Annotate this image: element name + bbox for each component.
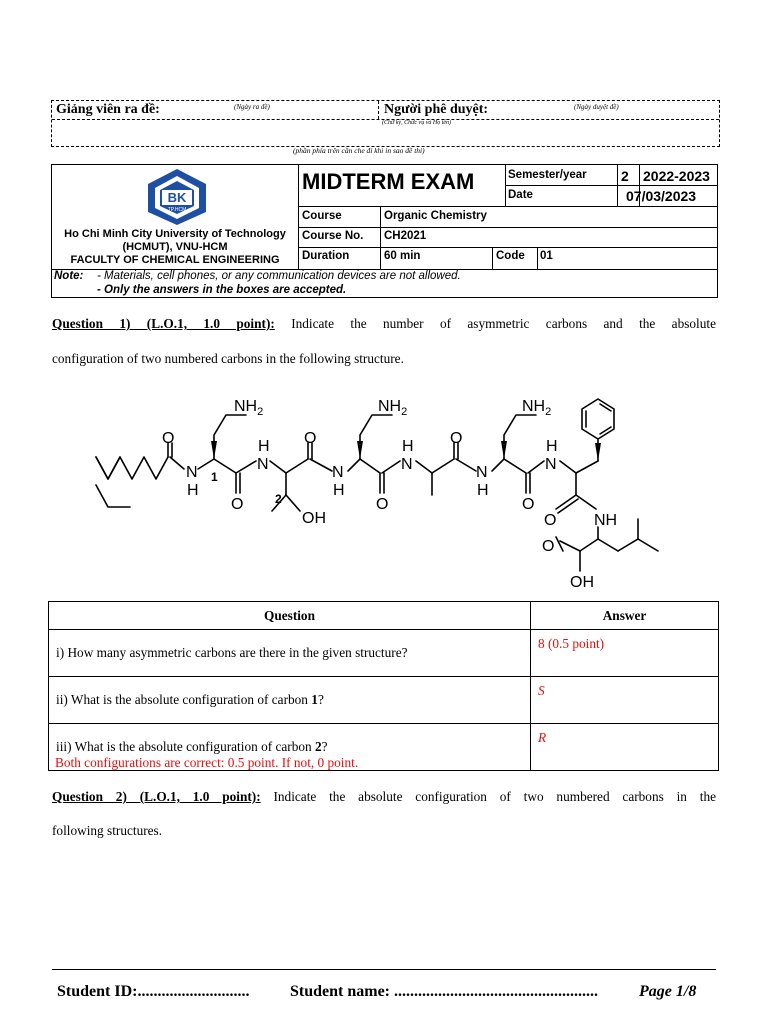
course-no-value: CH2021 bbox=[384, 230, 427, 242]
nitrogen-label: N bbox=[476, 464, 488, 481]
table-header-row bbox=[49, 602, 719, 630]
approver-signature-hint: (Chữ ký, Chức vụ và Họ tên) bbox=[382, 120, 452, 126]
question-cell: ii) What is the absolute configuration of carbon 1? bbox=[49, 677, 531, 724]
logo-subtext: TP.HCM bbox=[167, 207, 187, 213]
question-1-text-a: Indicate the number of asymmetric carbons and the absolute bbox=[291, 316, 716, 331]
date-label: Date bbox=[508, 189, 533, 201]
question-1-title: Question 1) (L.O.1, 1.0 point): bbox=[52, 316, 275, 331]
approver-date-hint: (Ngày duyệt đề) bbox=[574, 103, 619, 111]
nitrogen-label: N bbox=[257, 456, 269, 473]
semester-value: 2 bbox=[621, 168, 629, 184]
code-label: Code bbox=[496, 250, 525, 262]
answer-cell: R bbox=[531, 724, 719, 771]
university-logo bbox=[146, 168, 208, 226]
hydrogen-label: H bbox=[546, 438, 558, 455]
course-value: Organic Chemistry bbox=[384, 210, 487, 222]
question-2 bbox=[52, 787, 716, 841]
amine-nh-label: NH bbox=[594, 512, 618, 529]
hydrogen-label: H bbox=[477, 482, 489, 499]
hydroxyl-label: OH bbox=[570, 574, 594, 591]
semester-label: Semester/year bbox=[508, 169, 587, 181]
nitrogen-label: N bbox=[401, 456, 413, 473]
oxygen-label: O bbox=[522, 496, 535, 513]
university-block bbox=[52, 228, 298, 267]
hydrogen-label: H bbox=[258, 438, 270, 455]
date-value: 07/03/2023 bbox=[626, 188, 697, 204]
approval-box bbox=[51, 100, 720, 147]
question-1 bbox=[52, 314, 716, 369]
cut-note: (phần phía trên cần che đi khi in sao đề thi) bbox=[293, 146, 425, 155]
nitrogen-label: N bbox=[332, 464, 344, 481]
exam-header bbox=[51, 164, 718, 298]
nh2-label-1: $NH_2$ bbox=[234, 398, 264, 418]
approver-label: Người phê duyệt: bbox=[384, 102, 489, 117]
oxygen-label: O bbox=[304, 430, 317, 447]
oxygen-label: O bbox=[162, 430, 175, 447]
note-line-1: - Materials, cell phones, or any communication devices are not allowed. bbox=[97, 270, 461, 282]
footer-rule bbox=[52, 969, 716, 970]
question-column-header: Question bbox=[49, 602, 531, 630]
code-value: 01 bbox=[540, 250, 553, 262]
nitrogen-label: N bbox=[545, 456, 557, 473]
nitrogen-label: N bbox=[186, 464, 198, 481]
student-id-field: Student ID:............................ bbox=[57, 983, 250, 1000]
exam-title: MIDTERM EXAM bbox=[302, 169, 475, 194]
year-value: 2022-2023 bbox=[643, 168, 710, 184]
oxygen-label: O bbox=[376, 496, 389, 513]
hydrogen-label: H bbox=[402, 438, 414, 455]
nh2-label-2: $NH_2$ bbox=[378, 398, 408, 418]
question-1-text-b: configuration of two numbered carbons in the following structure. bbox=[52, 351, 404, 366]
student-name-field: Student name: ................................................... bbox=[290, 983, 599, 1000]
note-label: Note: bbox=[54, 270, 84, 282]
answer-cell: S bbox=[531, 677, 719, 724]
hydrogen-label: H bbox=[333, 482, 345, 499]
oxygen-label: O bbox=[544, 512, 557, 529]
table-row bbox=[49, 677, 719, 724]
answer-table bbox=[48, 601, 719, 771]
duration-value: 60 min bbox=[384, 250, 421, 262]
question-cell: iii) What is the absolute configuration of carbon 2? bbox=[49, 724, 531, 771]
table-row bbox=[49, 630, 719, 677]
grading-note: Both configurations are correct: 0.5 point. If not, 0 point. bbox=[55, 755, 359, 770]
question-2-text-a: Indicate the absolute configuration of two numbered carbons in the bbox=[273, 789, 716, 804]
course-label: Course bbox=[302, 210, 342, 222]
oxygen-label: O bbox=[450, 430, 463, 447]
faculty-name: FACULTY OF CHEMICAL ENGINEERING bbox=[70, 254, 280, 266]
duration-label: Duration bbox=[302, 250, 350, 262]
oxygen-label: O bbox=[542, 538, 555, 555]
page-number: Page 1/8 bbox=[639, 983, 697, 1000]
logo-text: BK bbox=[167, 190, 187, 205]
lecturer-date-hint: (Ngày ra đề) bbox=[234, 103, 270, 111]
carbon-2-label: 2 bbox=[275, 492, 282, 506]
lecturer-label: Giảng viên ra đề: bbox=[56, 102, 160, 117]
hydrogen-label: H bbox=[187, 482, 199, 499]
course-no-label: Course No. bbox=[302, 230, 364, 242]
peptide-skeleton bbox=[86, 385, 696, 595]
note-line-2: - Only the answers in the boxes are accepted. bbox=[97, 284, 347, 296]
question-2-text-b: following structures. bbox=[52, 823, 163, 838]
hydroxyl-label: OH bbox=[302, 510, 326, 527]
answer-column-header: Answer bbox=[531, 602, 719, 630]
carbon-1-label: 1 bbox=[211, 470, 218, 484]
university-short: (HCMUT), VNU-HCM bbox=[122, 241, 228, 253]
university-name: Ho Chi Minh City University of Technology bbox=[64, 228, 286, 240]
nh2-label-3: $NH_2$ bbox=[522, 398, 552, 418]
answer-cell: 8 (0.5 point) bbox=[531, 630, 719, 677]
question-2-title: Question 2) (L.O.1, 1.0 point): bbox=[52, 789, 261, 804]
question-cell: i) How many asymmetric carbons are there in the given structure? bbox=[49, 630, 531, 677]
oxygen-label: O bbox=[231, 496, 244, 513]
